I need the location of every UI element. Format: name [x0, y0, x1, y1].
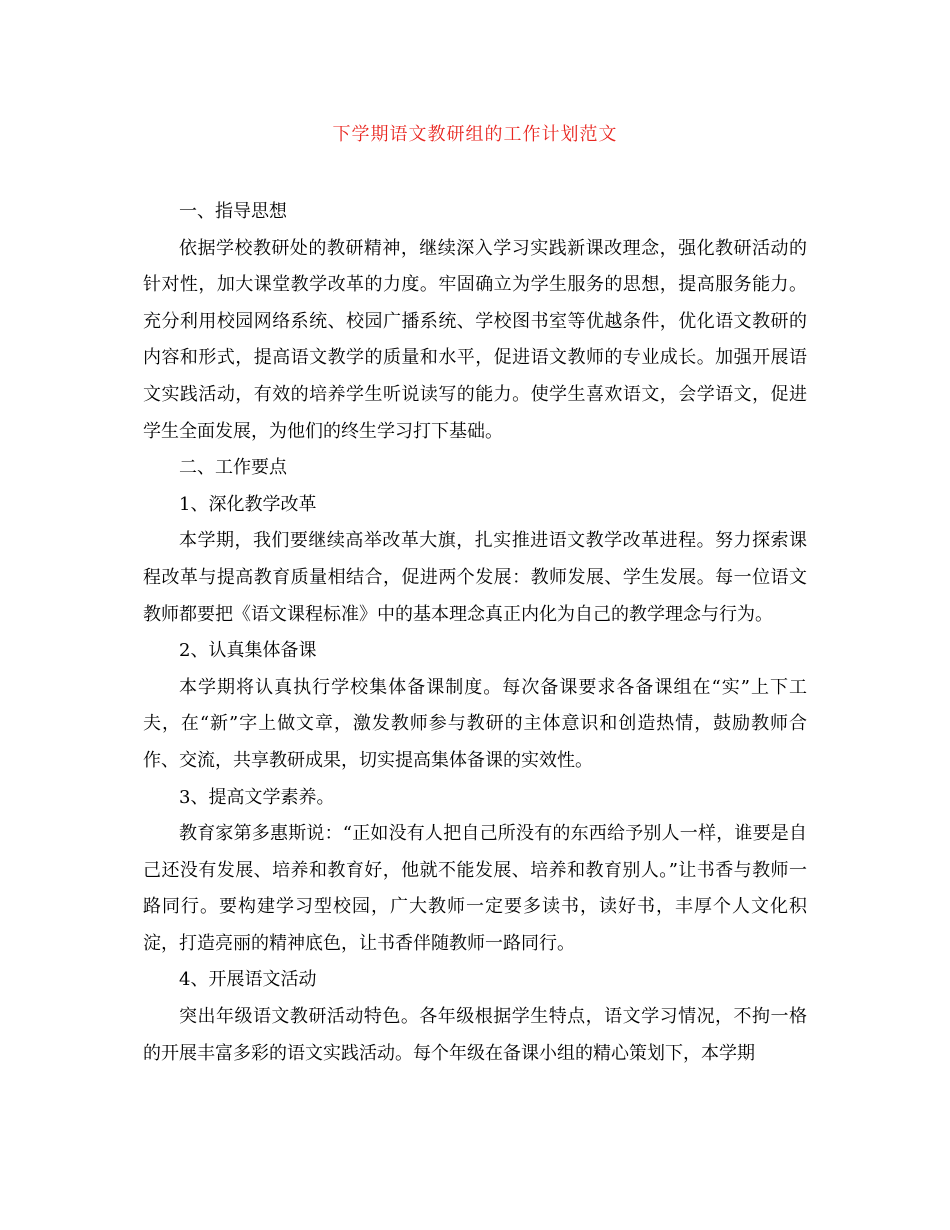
- heading-guiding-ideology: 一、指导思想: [179, 201, 287, 222]
- subheading-deepen-reform: 1、深化教学改革: [179, 493, 317, 515]
- document-title: 下学期语文教研组的工作计划范文: [332, 124, 618, 145]
- paragraph-collective-lesson-prep: 本学期将认真执行学校集体备课制度。每次备课要求各备课组在“实”上下工夫，在“新”字上做文章，激发教师参与教研的主体意识和创造热情，鼓励教师合作、交流，共享教研成果，切实提高集体备课的实效性。: [143, 676, 807, 771]
- heading-work-points: 二、工作要点: [179, 457, 287, 479]
- paragraph-deepen-reform: 本学期，我们要继续高举改革大旗，扎实推进语文教学改革进程。努力探索课程改革与提高教育质量相结合，促进两个发展：教师发展、学生发展。每一位语文教师都要把《语文课程标准》中的基本理念真正内化为自己的教学理念与行为。: [143, 530, 807, 625]
- paragraph-guiding-ideology: 依据学校教研处的教研精神，继续深入学习实践新课改理念，强化教研活动的针对性，加大课堂教学改革的力度。牢固确立为学生服务的思想，提高服务能力。充分利用校园网络系统、校园广播系统、学校图书室等优越条件，优化语文教研的内容和形式，提高语文教学的质量和水平，促进语文教师的专业成长。加强开展语文实践活动，有效的培养学生听说读写的能力。使学生喜欢语文，会学语文，促进学生全面发展，为他们的终生学习打下基础。: [143, 237, 807, 442]
- subheading-chinese-activities: 4、开展语文活动: [179, 969, 317, 991]
- document-body: [143, 194, 807, 1072]
- subheading-collective-lesson-prep: 2、认真集体备课: [179, 640, 317, 662]
- subheading-literary-literacy: 3、提高文学素养。: [179, 786, 335, 808]
- paragraph-literary-literacy: 教育家第多惠斯说：“正如没有人把自己所没有的东西给予别人一样，谁要是自己还没有发展、培养和教育好，他就不能发展、培养和教育别人。”让书香与教师一路同行。要构建学习型校园，广大教师一定要多读书，读好书，丰厚个人文化积淀，打造亮丽的精神底色，让书香伴随教师一路同行。: [143, 823, 807, 954]
- paragraph-chinese-activities: 突出年级语文教研活动特色。各年级根据学生特点，语文学习情况，不拘一格的开展丰富多彩的语文实践活动。每个年级在备课小组的精心策划下，本学期: [143, 1006, 807, 1064]
